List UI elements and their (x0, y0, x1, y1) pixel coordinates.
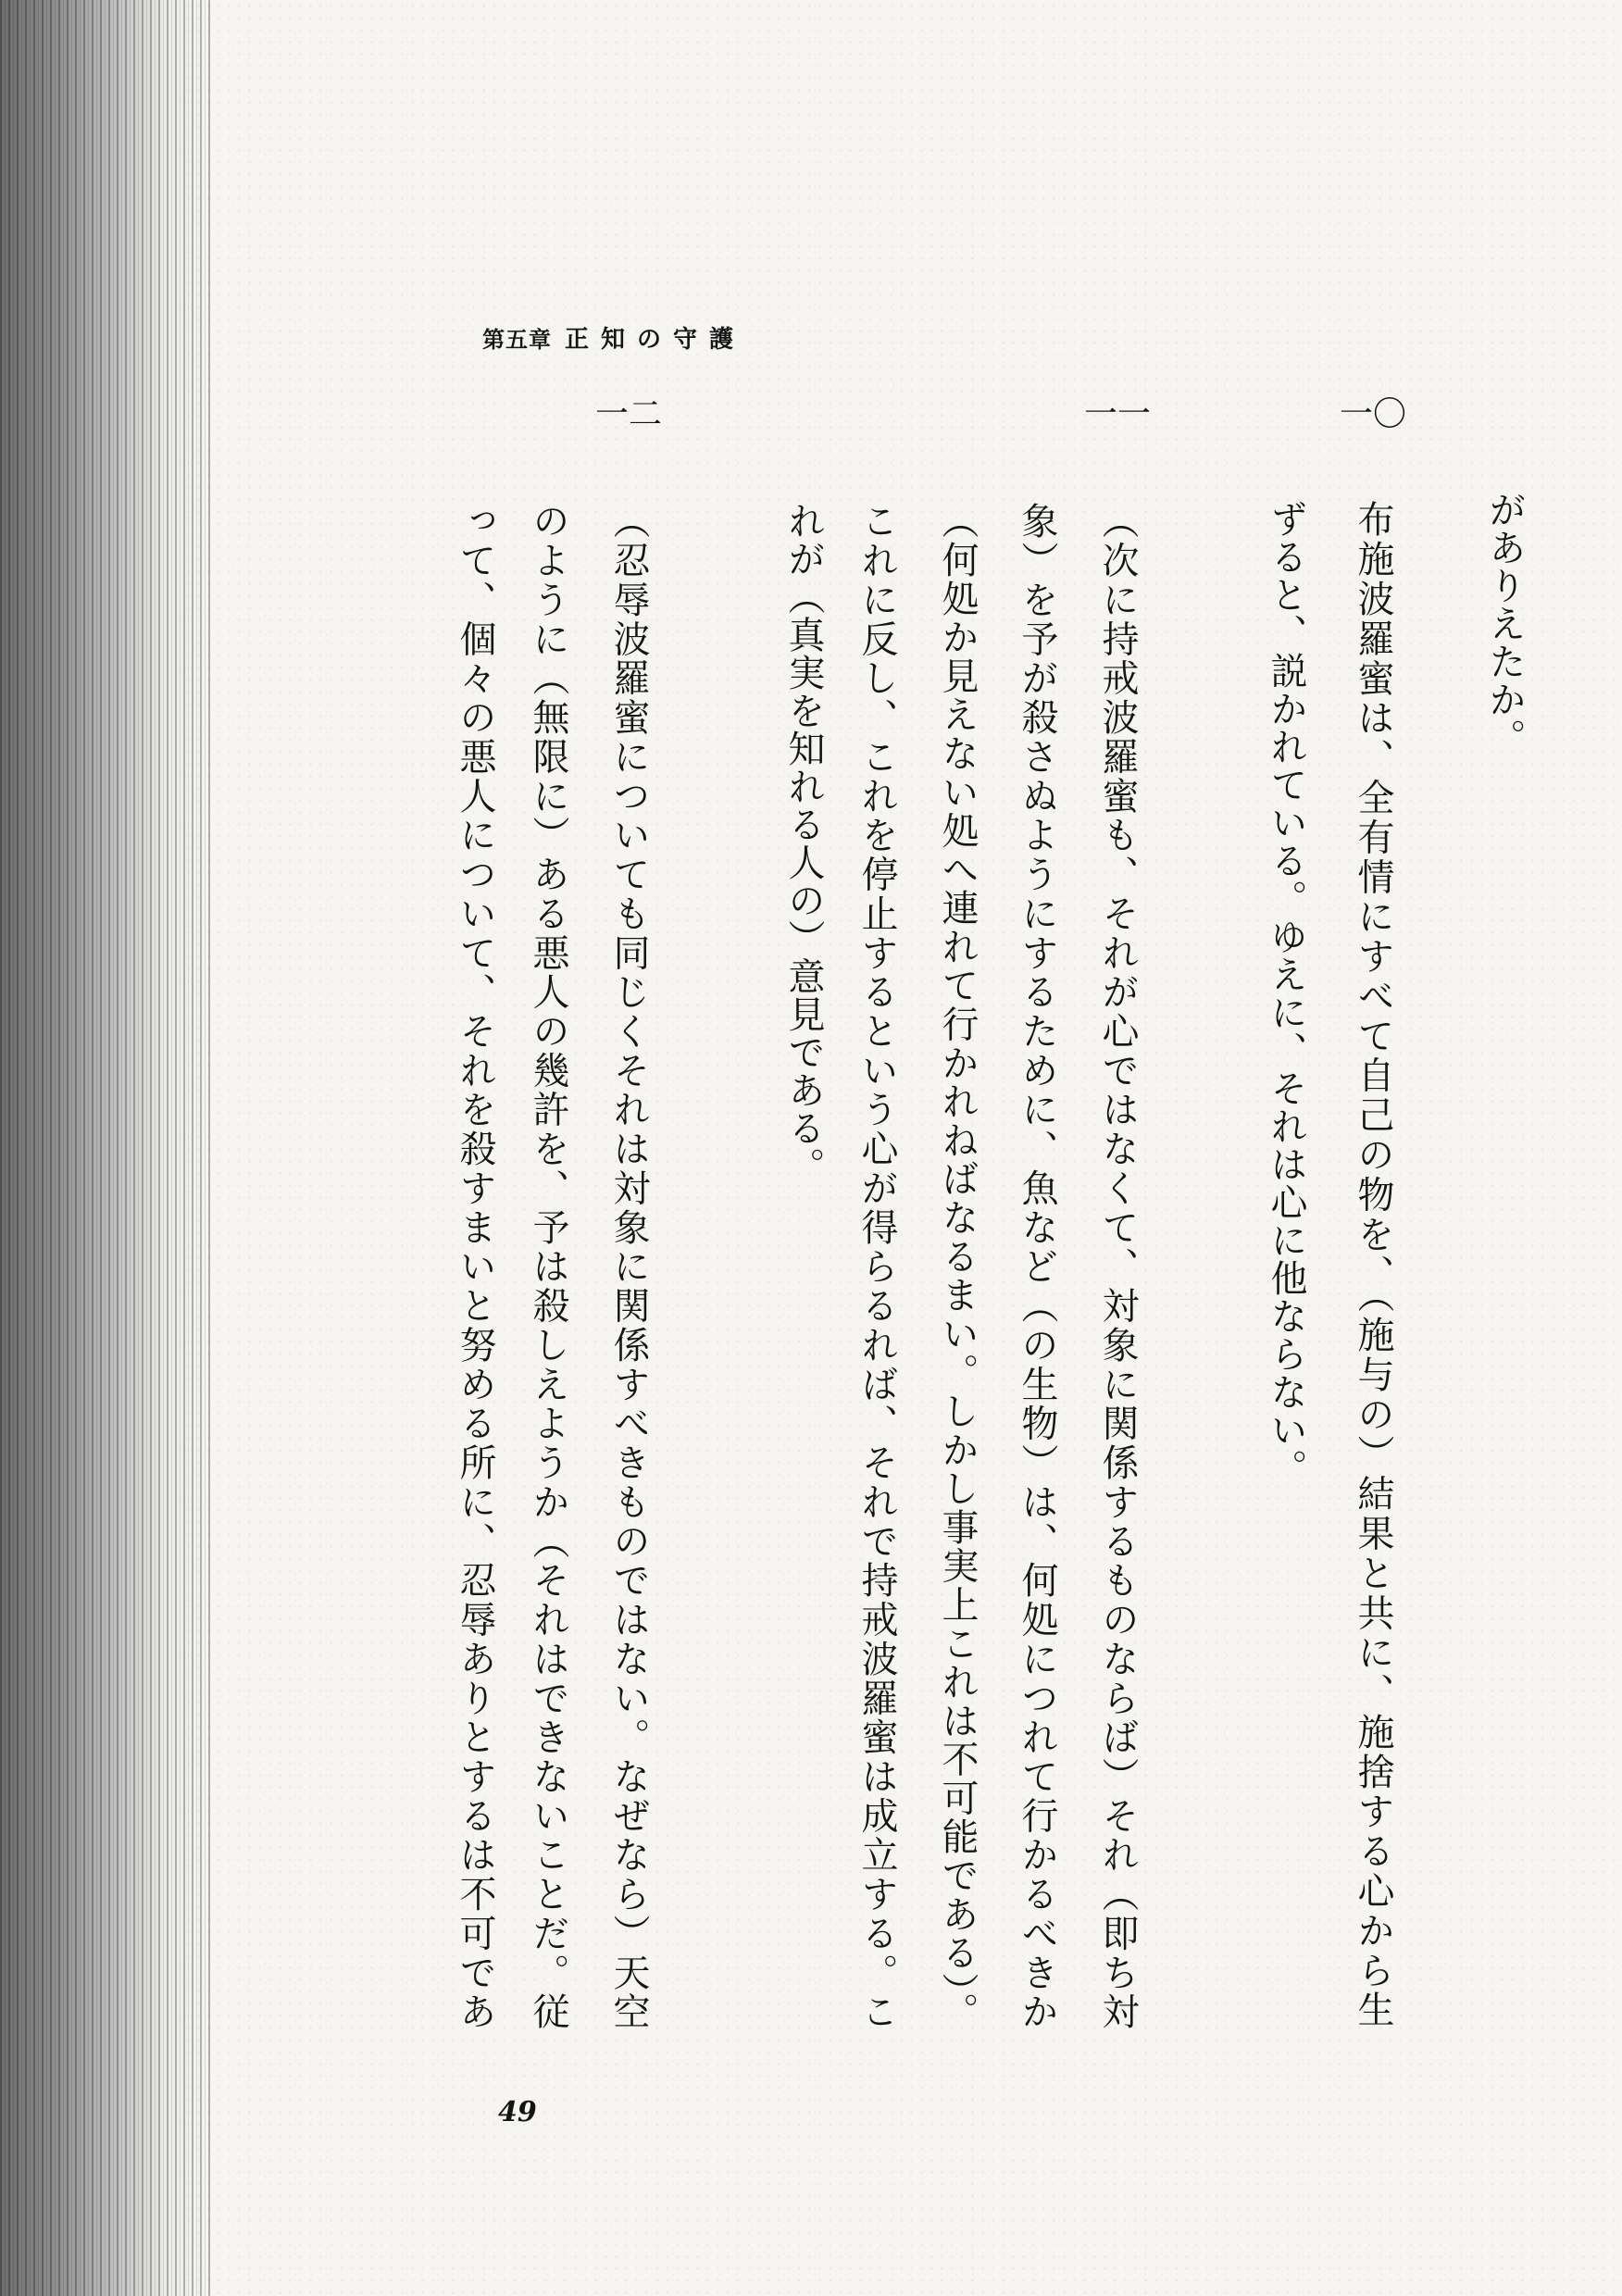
section-number: 一二 (594, 395, 662, 433)
section-number: 一一 (1083, 395, 1151, 433)
running-header (482, 324, 745, 356)
continuation-line: がありえたか。 (1483, 491, 1526, 756)
page-gutter-shadow (0, 0, 213, 2296)
chapter-label: 第五章 (482, 326, 552, 353)
chapter-title: 正知の守護 (565, 326, 746, 354)
section-number: 一〇 (1339, 395, 1406, 433)
text-line: これに反し、これを停止するという心が得らるれば、それで持戒波羅蜜は成立する。こ (855, 502, 898, 2029)
text-line: れが（真実を知れる人の）意見である。 (782, 502, 825, 1185)
text-line: （何処か見えない処へ連れて行かれねばなるまい。しかし事実上これは不可能である）。 (936, 502, 979, 2029)
text-line: 象）を予が殺さぬようにするために、魚など（の生物）は、何処につれて行かるべきか (1016, 502, 1058, 2029)
text-line: のように（無限に）ある悪人の幾許を、予は殺しえようか（それはできないことだ。従 (527, 502, 569, 2029)
page-number: 49 (498, 2096, 537, 2128)
text-line: ずると、説かれている。ゆえに、それは心に他ならない。 (1265, 500, 1307, 1487)
text-line: って、個々の悪人について、それを殺すまいと努める所に、忍辱ありとするは不可であ (454, 502, 496, 2029)
text-line: 布施波羅蜜は、全有情にすべて自己の物を、（施与の）結果と共に、施捨する心から生 (1352, 500, 1394, 2028)
text-line: （忍辱波羅蜜についても同じくそれは対象に関係すべきものではない。なぜなら）天空 (607, 502, 650, 2029)
text-line: （次に持戒波羅蜜も、それが心ではなくて、対象に関係するものならば）それ（即ち対 (1096, 502, 1139, 2029)
